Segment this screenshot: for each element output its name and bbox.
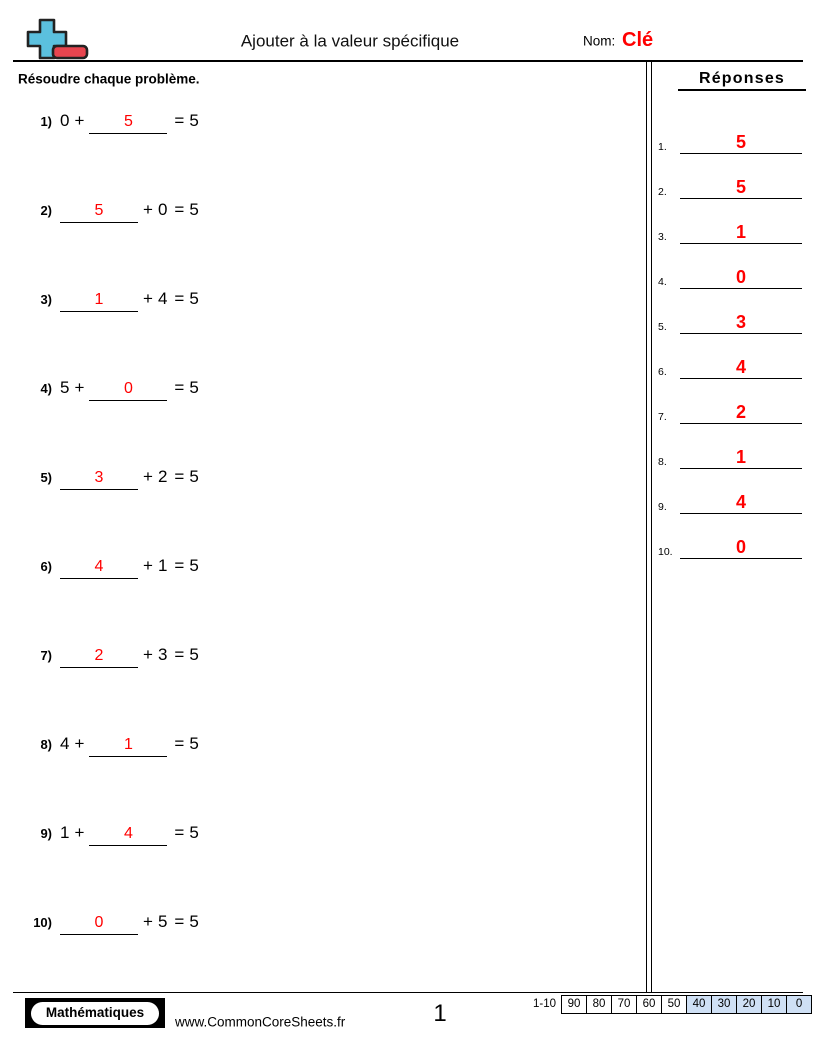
problem-operator: + bbox=[143, 556, 153, 575]
problem-number: 4) bbox=[40, 381, 52, 396]
problem-number: 10) bbox=[33, 915, 52, 930]
answer-key-index: 2. bbox=[658, 186, 667, 198]
score-cell[interactable]: 70 bbox=[612, 996, 637, 1013]
answer-key-value: 5 bbox=[735, 177, 746, 197]
page-title: Ajouter à la valeur spécifique bbox=[240, 31, 460, 51]
brand-badge bbox=[25, 998, 165, 1028]
problem-equals-sign: = bbox=[174, 200, 185, 219]
answer-key-row bbox=[656, 112, 802, 154]
problem-number: 3) bbox=[40, 292, 52, 307]
answer-key-line[interactable] bbox=[680, 558, 802, 559]
score-cell[interactable]: 40 bbox=[687, 996, 712, 1013]
problem-addend: 5 bbox=[157, 912, 168, 931]
problem-row bbox=[22, 735, 199, 761]
answer-blank-value: 5 bbox=[94, 202, 104, 219]
problem-result: 5 bbox=[189, 200, 199, 219]
answer-blank[interactable] bbox=[89, 380, 167, 401]
answer-key-row bbox=[656, 202, 802, 244]
answer-blank-value: 4 bbox=[123, 825, 133, 842]
problem-equals-sign: = bbox=[174, 734, 185, 753]
instruction-text: Résoudre chaque problème. bbox=[18, 71, 200, 87]
page-number: 1 bbox=[433, 1000, 447, 1027]
answer-blank-value: 3 bbox=[94, 469, 104, 486]
answer-key-index: 3. bbox=[658, 231, 667, 243]
problem-addend: 5 bbox=[60, 378, 70, 397]
answer-key-value: 5 bbox=[735, 132, 746, 152]
problem-operator: + bbox=[74, 734, 85, 753]
problem-result: 5 bbox=[189, 734, 199, 753]
answer-blank[interactable] bbox=[60, 469, 138, 490]
answer-key-row bbox=[656, 472, 802, 514]
problem-row bbox=[22, 290, 199, 316]
score-scale bbox=[533, 995, 812, 1014]
score-cell[interactable]: 30 bbox=[712, 996, 737, 1013]
problem-operator: + bbox=[143, 200, 153, 219]
site-url: www.CommonCoreSheets.fr bbox=[175, 1014, 346, 1030]
answer-key-value: 2 bbox=[735, 402, 746, 422]
problem-number: 9) bbox=[40, 826, 52, 841]
answer-blank[interactable] bbox=[89, 825, 167, 846]
answer-key-row bbox=[656, 292, 802, 334]
problem-row bbox=[22, 112, 199, 138]
answer-key-row bbox=[656, 247, 802, 289]
answer-key-index: 9. bbox=[658, 501, 667, 513]
answer-key-line[interactable] bbox=[680, 468, 802, 469]
answer-key-row bbox=[656, 382, 802, 424]
name-label: Nom: bbox=[583, 33, 616, 49]
problem-addend: 0 bbox=[60, 111, 70, 130]
name-value: Clé bbox=[622, 29, 654, 51]
footer-divider bbox=[13, 992, 803, 993]
problem-operator: + bbox=[143, 467, 153, 486]
column-divider bbox=[646, 62, 652, 992]
problem-number: 2) bbox=[40, 203, 52, 218]
problem-number: 6) bbox=[40, 559, 52, 574]
answer-blank-value: 1 bbox=[94, 291, 104, 308]
score-range-label: 1-10 bbox=[533, 998, 557, 1010]
problem-equals-sign: = bbox=[174, 289, 185, 308]
problem-row bbox=[22, 468, 199, 494]
answer-key-line[interactable] bbox=[680, 333, 802, 334]
answer-blank[interactable] bbox=[60, 558, 138, 579]
problem-result: 5 bbox=[189, 912, 199, 931]
problem-row bbox=[22, 913, 199, 939]
answer-blank[interactable] bbox=[60, 647, 138, 668]
answer-key-line[interactable] bbox=[680, 378, 802, 379]
answer-key-row bbox=[656, 427, 802, 469]
answer-blank[interactable] bbox=[60, 914, 138, 935]
answer-blank-value: 1 bbox=[123, 736, 133, 753]
problem-equals-sign: = bbox=[174, 378, 185, 397]
answer-blank[interactable] bbox=[60, 291, 138, 312]
answer-key-row bbox=[656, 337, 802, 379]
answer-key-value: 4 bbox=[735, 492, 746, 512]
problem-equals-sign: = bbox=[174, 823, 185, 842]
problem-equals-sign: = bbox=[174, 111, 185, 130]
score-cell[interactable]: 0 bbox=[787, 996, 811, 1013]
answer-key-index: 6. bbox=[658, 366, 667, 378]
answers-title: Réponses bbox=[678, 70, 806, 91]
problem-addend: 4 bbox=[60, 734, 70, 753]
answer-key-line[interactable] bbox=[680, 153, 802, 154]
problem-row bbox=[22, 201, 199, 227]
problem-operator: + bbox=[143, 912, 153, 931]
answer-key-value: 0 bbox=[735, 267, 746, 287]
problem-equals-sign: = bbox=[174, 467, 185, 486]
problem-result: 5 bbox=[189, 645, 199, 664]
problem-result: 5 bbox=[189, 823, 199, 842]
problem-operator: + bbox=[143, 645, 153, 664]
problem-equals-sign: = bbox=[174, 556, 185, 575]
problem-operator: + bbox=[143, 289, 153, 308]
problem-operator: + bbox=[74, 111, 85, 130]
problem-result: 5 bbox=[189, 111, 199, 130]
answer-key-line[interactable] bbox=[680, 423, 802, 424]
problem-addend: 3 bbox=[157, 645, 168, 664]
answer-blank[interactable] bbox=[60, 202, 138, 223]
problem-number: 7) bbox=[40, 648, 52, 663]
problem-equals-sign: = bbox=[174, 645, 185, 664]
score-cell[interactable]: 20 bbox=[737, 996, 762, 1013]
answer-key-line[interactable] bbox=[680, 198, 802, 199]
answer-key-line[interactable] bbox=[680, 243, 802, 244]
worksheet-header bbox=[0, 0, 816, 62]
divider-line-right bbox=[651, 62, 652, 992]
answer-blank[interactable] bbox=[89, 113, 167, 134]
answer-blank-value: 0 bbox=[123, 380, 133, 397]
score-cells bbox=[561, 995, 812, 1014]
problem-result: 5 bbox=[189, 378, 199, 397]
problem-result: 5 bbox=[189, 467, 199, 486]
answer-key-index: 4. bbox=[658, 276, 667, 288]
answer-key-value: 3 bbox=[735, 312, 746, 332]
score-cell[interactable]: 60 bbox=[637, 996, 662, 1013]
problem-row bbox=[22, 557, 199, 583]
answer-key-index: 1. bbox=[658, 141, 667, 153]
answer-blank-value: 2 bbox=[94, 647, 104, 664]
answer-key-index: 10. bbox=[658, 546, 673, 558]
answers-column bbox=[656, 62, 816, 962]
problem-row bbox=[22, 646, 199, 672]
score-cell[interactable]: 80 bbox=[587, 996, 612, 1013]
problem-operator: + bbox=[74, 378, 85, 397]
problem-operator: + bbox=[74, 823, 85, 842]
answer-key-value: 1 bbox=[735, 222, 746, 242]
problem-row bbox=[22, 824, 199, 850]
problem-addend: 1 bbox=[157, 556, 168, 575]
answer-key-value: 0 bbox=[735, 537, 746, 557]
answer-key-index: 7. bbox=[658, 411, 667, 423]
problem-row bbox=[22, 379, 199, 405]
answer-key-line[interactable] bbox=[680, 288, 802, 289]
answer-blank-value: 0 bbox=[94, 914, 104, 931]
problems-column bbox=[0, 95, 640, 955]
answer-blank-value: 4 bbox=[94, 558, 104, 575]
problem-result: 5 bbox=[189, 556, 199, 575]
problem-number: 8) bbox=[40, 737, 52, 752]
problem-addend: 1 bbox=[60, 823, 70, 842]
answer-key-value: 1 bbox=[735, 447, 746, 467]
answer-key-row bbox=[656, 517, 802, 559]
score-cell[interactable]: 10 bbox=[762, 996, 787, 1013]
answer-key-value: 4 bbox=[735, 357, 746, 377]
brand-pill bbox=[31, 1002, 159, 1025]
plus-eraser-logo-icon bbox=[24, 16, 96, 62]
problem-equals-sign: = bbox=[174, 912, 185, 931]
answer-key-index: 8. bbox=[658, 456, 667, 468]
score-cell[interactable]: 90 bbox=[562, 996, 587, 1013]
divider-line-left bbox=[646, 62, 647, 992]
answer-blank[interactable] bbox=[89, 736, 167, 757]
problem-number: 5) bbox=[40, 470, 52, 485]
answer-key-index: 5. bbox=[658, 321, 667, 333]
answer-key-line[interactable] bbox=[680, 513, 802, 514]
score-cell[interactable]: 50 bbox=[662, 996, 687, 1013]
answer-blank-value: 5 bbox=[123, 113, 133, 130]
problem-number: 1) bbox=[40, 114, 52, 129]
problem-addend: 4 bbox=[157, 289, 168, 308]
problem-addend: 2 bbox=[157, 467, 168, 486]
answer-key-row bbox=[656, 157, 802, 199]
problem-addend: 0 bbox=[157, 200, 168, 219]
problem-result: 5 bbox=[189, 289, 199, 308]
brand-label: Mathématiques bbox=[45, 1005, 145, 1021]
